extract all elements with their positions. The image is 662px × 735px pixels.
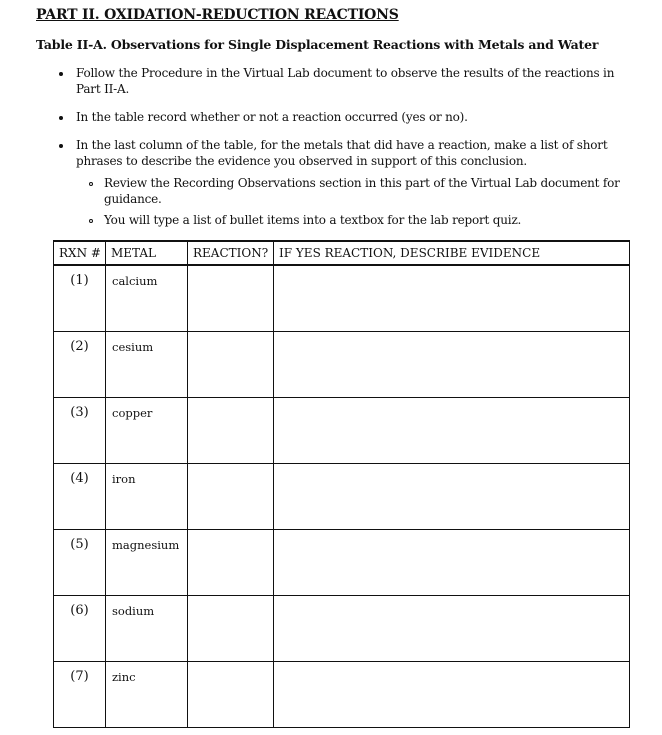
metal-name: iron [112,471,136,486]
header-reaction [188,241,274,265]
sub-bullet-text: guidance. [104,192,162,206]
rxn-number: (1) [70,273,89,288]
rxn-number: (7) [70,668,89,684]
table-row [54,595,630,661]
rxn-cell [54,265,106,331]
table-title: Table II-A. Observations for Single Displacement Reactions with Metals and Water [36,37,599,52]
bullet-text: In the last column of the table, for the metals that did have a reaction, make a list of short [76,138,608,152]
metal-name: copper [112,405,153,420]
metal-cell [106,397,188,463]
rxn-cell [54,397,106,463]
rxn-number: (6) [70,602,89,618]
header-metal [106,241,188,265]
header-label: RXN # [59,246,101,260]
table-row [54,529,630,595]
table-row [54,661,630,727]
header-label: METAL [111,246,157,260]
header-label: REACTION? [193,246,269,260]
evidence-cell[interactable] [274,529,630,595]
metal-name: zinc [112,669,136,684]
reaction-cell[interactable] [188,595,274,661]
metal-name: sodium [112,603,155,618]
reaction-cell[interactable] [188,265,274,331]
evidence-cell[interactable] [274,265,630,331]
metal-cell [106,595,188,661]
metal-cell [106,265,188,331]
observations-table [53,240,630,728]
rxn-number: (2) [70,338,89,354]
reaction-cell[interactable] [188,529,274,595]
bullet-text: In the table record whether or not a reaction occurred (yes or no). [76,110,468,124]
metal-name: cesium [112,339,154,354]
sub-bullet-text: Review the Recording Observations section in this part of the Virtual Lab document for [104,176,620,190]
evidence-cell[interactable] [274,595,630,661]
rxn-cell [54,595,106,661]
rxn-cell [54,661,106,727]
evidence-cell[interactable] [274,331,630,397]
metal-name: magnesium [112,537,180,552]
sub-bullet-circle [89,182,93,186]
reaction-cell[interactable] [188,463,274,529]
metal-cell [106,661,188,727]
rxn-cell [54,529,106,595]
rxn-cell [54,331,106,397]
sub-bullet-text: You will type a list of bullet items into a textbox for the lab report quiz. [104,213,522,227]
metal-cell [106,463,188,529]
reaction-cell[interactable] [188,331,274,397]
bullet-dot [59,144,63,148]
evidence-cell[interactable] [274,661,630,727]
table-row [54,331,630,397]
bullet-dot [59,116,63,120]
metal-cell [106,529,188,595]
sub-bullet-circle [89,219,93,223]
table-row [54,265,630,331]
evidence-cell[interactable] [274,463,630,529]
rxn-number: (5) [70,536,89,552]
rxn-number: (3) [70,404,89,420]
bullet-dot [59,72,63,76]
reaction-cell[interactable] [188,661,274,727]
table-row [54,463,630,529]
rxn-cell [54,463,106,529]
bullet-text: Part II-A. [76,82,130,96]
bullet-text: Follow the Procedure in the Virtual Lab document to observe the results of the reactions in [76,66,615,80]
evidence-cell[interactable] [274,397,630,463]
metal-cell [106,331,188,397]
header-rxn [54,241,106,265]
table-header-row [54,241,630,265]
header-evidence [274,241,630,265]
header-label: IF YES REACTION, DESCRIBE EVIDENCE [279,246,541,260]
bullet-text: phrases to describe the evidence you observed in support of this conclusion. [76,154,527,168]
rxn-number: (4) [70,470,89,486]
table-row [54,397,630,463]
part-title: PART II. OXIDATION-REDUCTION REACTIONS [36,7,399,23]
metal-name: calcium [112,274,158,288]
reaction-cell[interactable] [188,397,274,463]
